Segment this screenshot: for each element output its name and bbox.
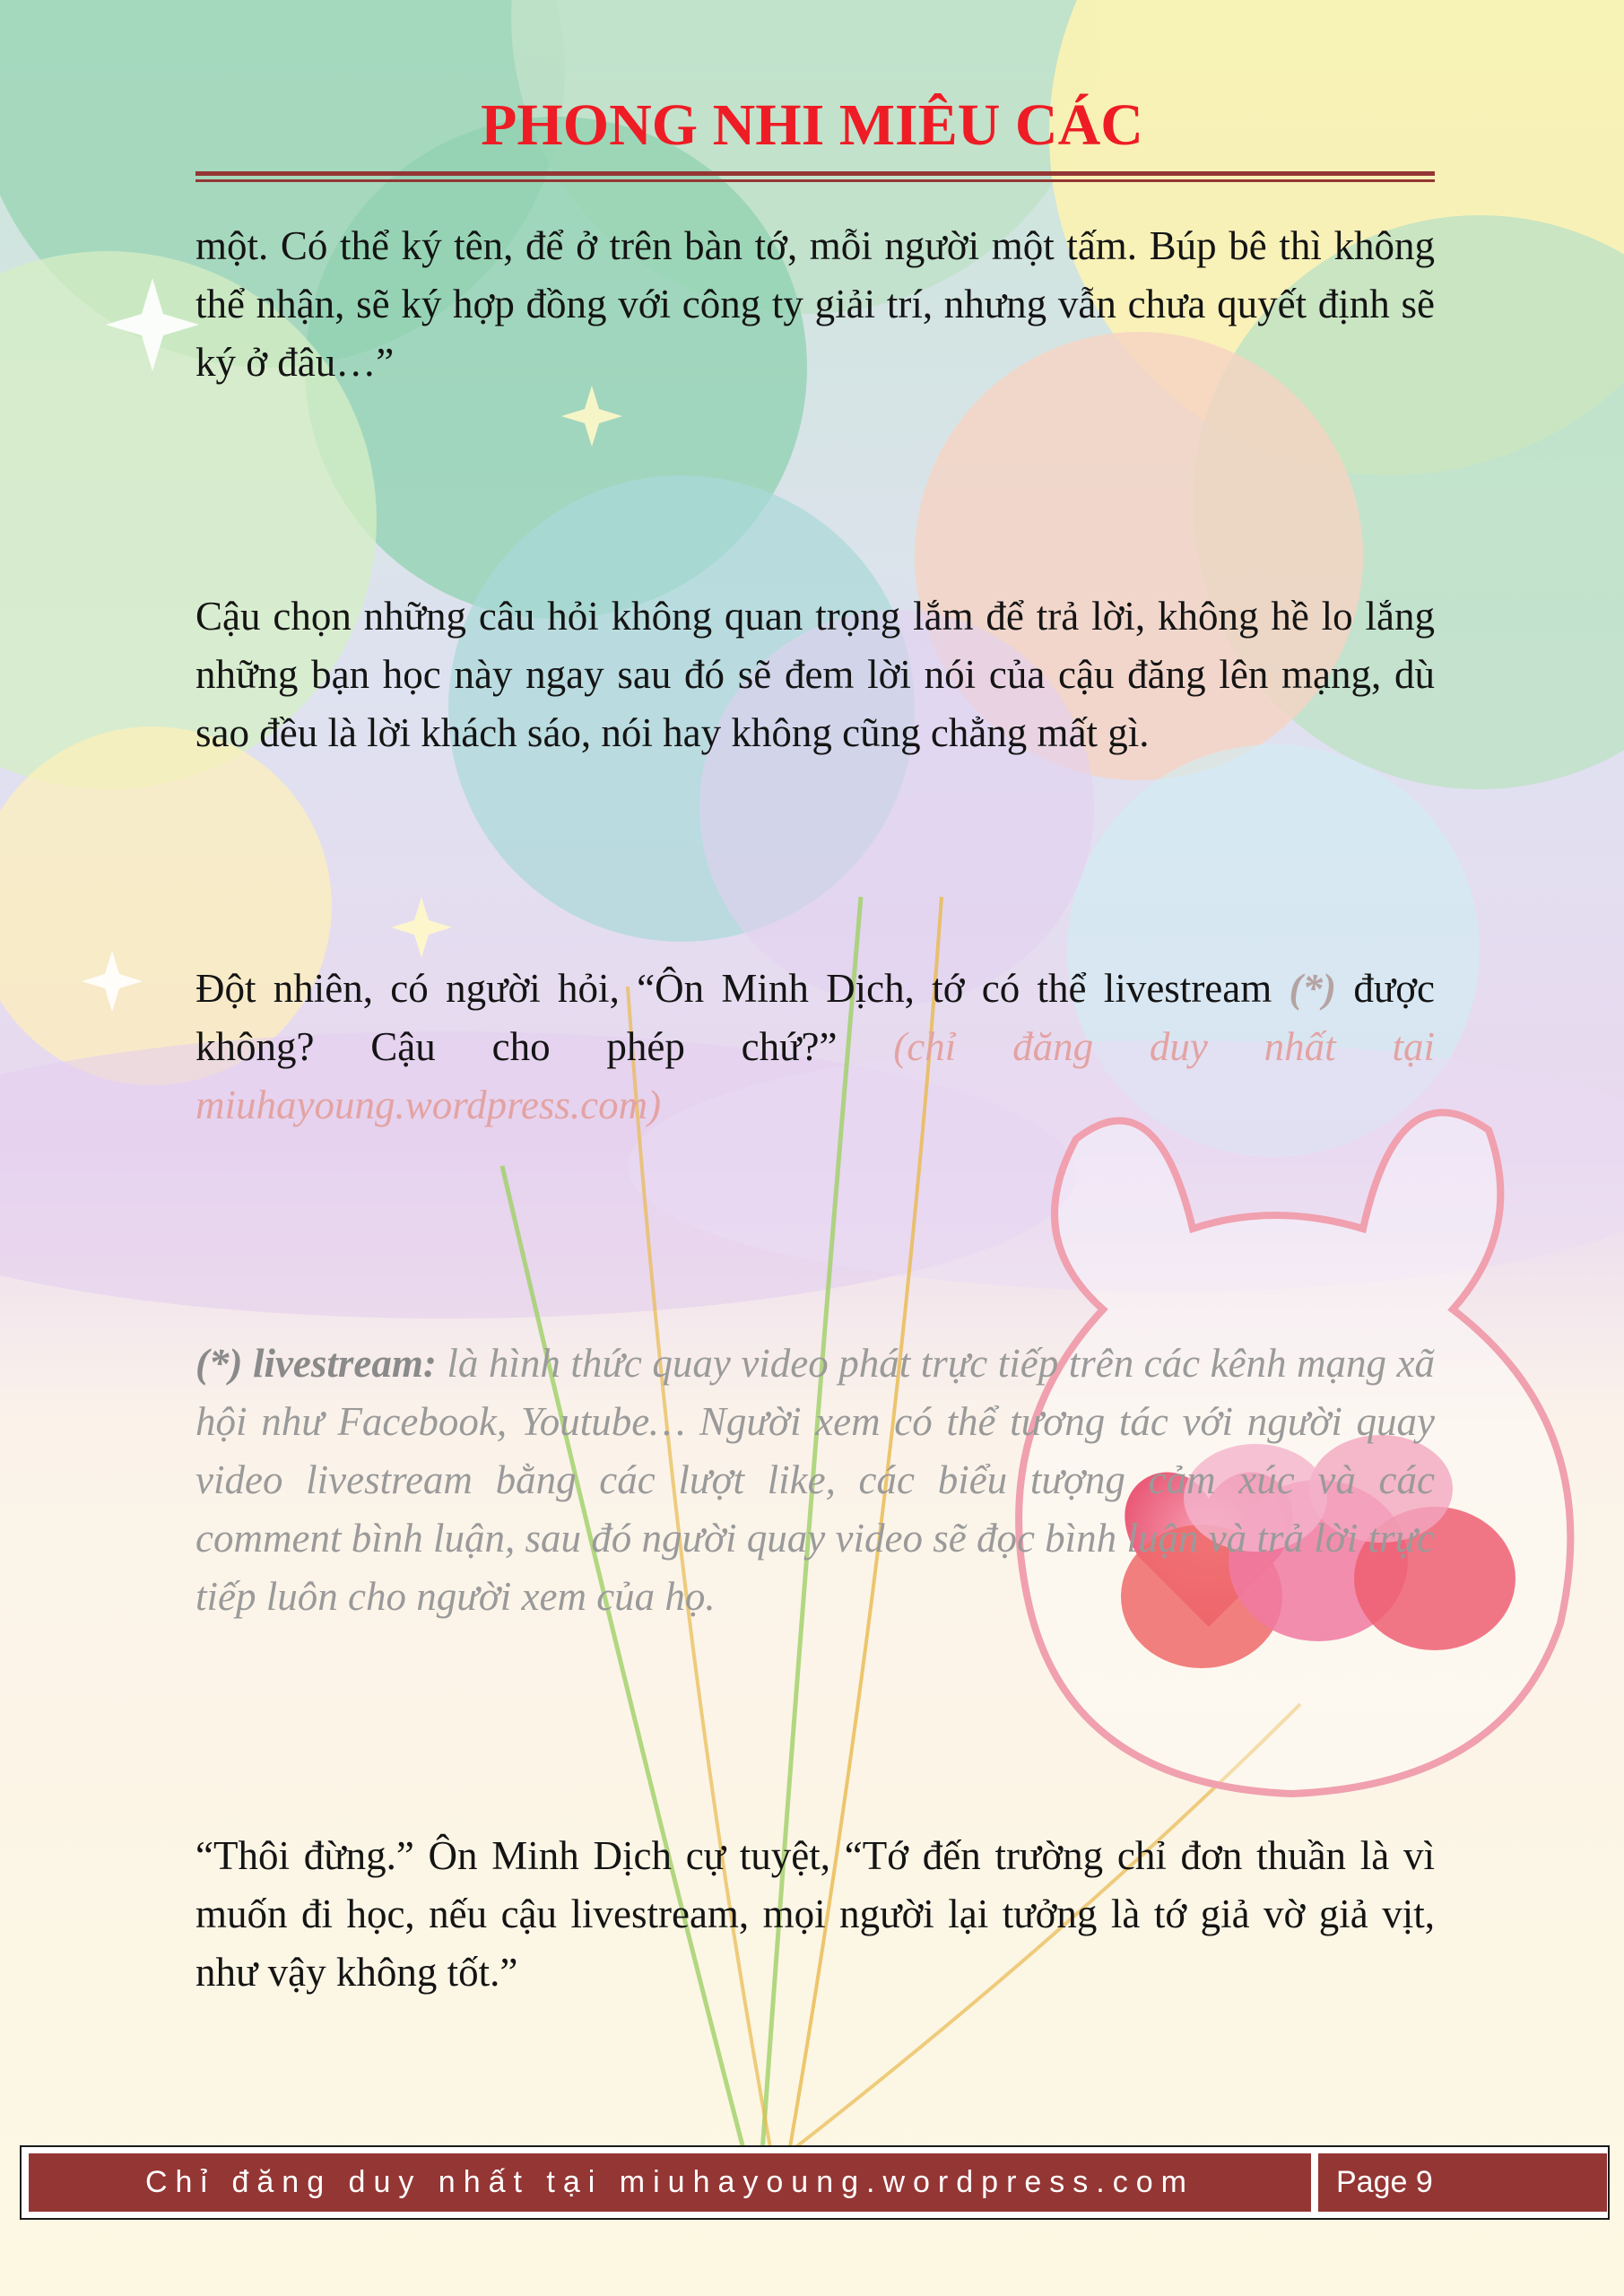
title-rule-thin	[195, 179, 1435, 182]
page-title: PHONG NHI MIÊU CÁC	[481, 92, 1143, 158]
footnote	[195, 1335, 1435, 1626]
page-number: Page 9	[1336, 2165, 1433, 2199]
paragraph: Cậu chọn những câu hỏi không quan trọng lắm để trả lời, không hề lo lắng những bạn học này ngay sau đó sẽ đem lời nói của cậu đăng lên mạng, dù sao đều là lời khách sáo, nói hay không cũng chẳng mất gì.	[195, 594, 1435, 755]
footnote-term: (*) livestream:	[195, 1341, 437, 1386]
watermark-notice: (chỉ đăng duy nhất tại miuhayoung.wordpress.com)	[195, 1024, 1435, 1127]
paragraph: “Thôi đừng.” Ôn Minh Dịch cự tuyệt, “Tớ đến trường chỉ đơn thuần là vì muốn đi học, nếu cậu livestream, mọi người lại tưởng là tớ giả vờ giả vịt, như vậy không tốt.”	[195, 1833, 1435, 1995]
footnote-definition: là hình thức quay video phát trực tiếp trên các kênh mạng xã hội như Facebook, Youtube… Người xem có thể tương tác với người quay video livestream bằng các lượt like, các biểu tượng cảm xúc và các comment bình luận, sau đó người quay video sẽ đọc bình luận và trả lời trực tiếp luôn cho người xem của họ.	[195, 1341, 1435, 1619]
paragraph: một. Có thể ký tên, để ở trên bàn tớ, mỗi người một tấm. Búp bê thì không thể nhận, sẽ ký hợp đồng với công ty giải trí, nhưng vẫn chưa quyết định sẽ ký ở đâu…”	[195, 223, 1435, 385]
paragraph-text: được không? Cậu cho phép chứ?”	[195, 966, 1435, 1069]
footer-separator	[1311, 2153, 1318, 2212]
footnote-marker: (*)	[1289, 966, 1337, 1011]
title-rule	[195, 171, 1435, 176]
paragraph-text: Đột nhiên, có người hỏi, “Ôn Minh Dịch, tớ có thể livestream	[195, 966, 1290, 1011]
footer-text: Chỉ đăng duy nhất tại miuhayoung.wordpress.com	[145, 2165, 1194, 2199]
paragraph	[195, 960, 1435, 1135]
